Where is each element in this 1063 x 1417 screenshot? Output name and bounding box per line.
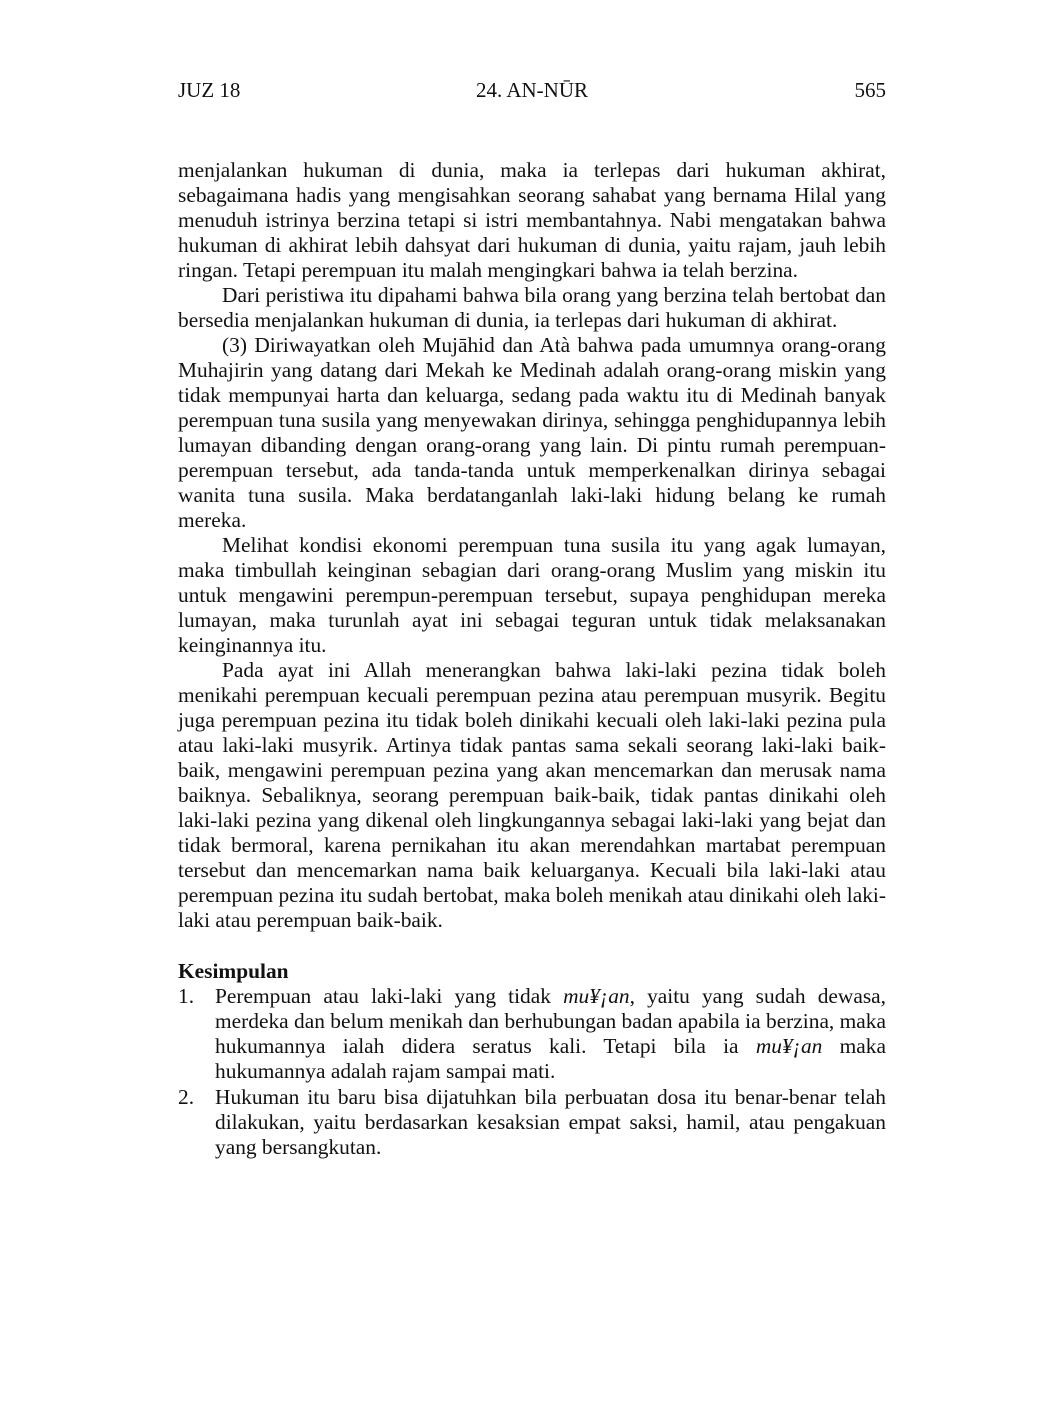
paragraph-continued: menjalankan hukuman di dunia, maka ia terlepas dari hukuman akhirat, sebagaimana hadis yang mengisahkan seorang sahabat yang bernama Hilal yang menuduh istrinya berzina tetapi si istri membantahnya. Nabi mengatakan bahwa hukuman di akhirat lebih dahsyat dari hukuman di dunia, yaitu rajam, jauh lebih ringan. Tetapi perempuan itu malah mengingkari bahwa ia telah berzina.: [178, 158, 886, 282]
section-heading-kesimpulan: Kesimpulan: [178, 959, 289, 983]
header-juz: JUZ 18: [178, 78, 241, 102]
list-item: [178, 984, 886, 1084]
body-text: [178, 158, 886, 1160]
running-header: [178, 76, 886, 104]
conclusion-list: [178, 984, 886, 1160]
list-item-text: Perempuan atau laki-laki yang tidak mu¥¡an, yaitu yang sudah dewasa, merdeka dan belum menikah dan berhubungan badan apabila ia berzina, maka hukumannya ialah didera seratus kali. Tetapi bila ia mu¥¡an maka hukumannya adalah rajam sampai mati.: [215, 984, 886, 1083]
list-item-number: 1.: [178, 984, 195, 1008]
page-number: 565: [854, 78, 886, 102]
paragraph: Dari peristiwa itu dipahami bahwa bila orang yang berzina telah bertobat dan bersedia menjalankan hukuman di dunia, ia terlepas dari hukuman di akhirat.: [178, 283, 886, 332]
paragraph: Pada ayat ini Allah menerangkan bahwa laki-laki pezina tidak boleh menikahi perempuan kecuali perempuan pezina atau perempuan musyrik. Begitu juga perempuan pezina itu tidak boleh dinikahi kecuali oleh laki-laki pezina pula atau laki-laki musyrik. Artinya tidak pantas sama sekali seorang laki-laki baik-baik, mengawini perempuan pezina yang akan mencemarkan dan merusak nama baiknya. Sebaliknya, seorang perempuan baik-baik, tidak pantas dinikahi oleh laki-laki pezina yang dikenal oleh lingkungannya sebagai laki-laki yang bejat dan tidak bermoral, karena pernikahan itu akan merendahkan martabat perempuan tersebut dan mencemarkan nama baik keluarganya. Kecuali bila laki-laki atau perempuan pezina itu sudah bertobat, maka boleh menikah atau dinikahi oleh laki-laki atau perempuan baik-baik.: [178, 658, 886, 932]
paragraph: (3) Diriwayatkan oleh Mujāhid dan Atà bahwa pada umumnya orang-orang Muhajirin yang datang dari Mekah ke Medinah adalah orang-orang miskin yang tidak mempunyai harta dan keluarga, sedang pada waktu itu di Medinah banyak perempuan tuna susila yang menyewakan dirinya, sehingga penghidupannya lebih lumayan dibanding dengan orang-orang yang lain. Di pintu rumah perempuan-perempuan tersebut, ada tanda-tanda untuk memperkenalkan dirinya sebagai wanita tuna susila. Maka berdatanganlah laki-laki hidung belang ke rumah mereka.: [178, 333, 886, 532]
arabic-term: mu¥¡an: [755, 1034, 823, 1058]
list-item-text: Hukuman itu baru bisa dijatuhkan bila perbuatan dosa itu benar-benar telah dilakukan, yaitu berdasarkan kesaksian empat saksi, hamil, atau pengakuan yang bersangkutan.: [215, 1085, 886, 1159]
arabic-term: mu¥¡an: [563, 984, 630, 1008]
paragraph: Melihat kondisi ekonomi perempuan tuna susila itu yang agak lumayan, maka timbullah keinginan sebagian dari orang-orang Muslim yang miskin itu untuk mengawini perempun-perempuan tersebut, supaya penghidupan mereka lumayan, maka turunlah ayat ini sebagai teguran untuk tidak melaksanakan keinginannya itu.: [178, 533, 886, 657]
list-item-number: 2.: [178, 1085, 195, 1109]
header-surah-title: 24. AN-NŪR: [475, 78, 588, 102]
list-item: [178, 1085, 886, 1160]
